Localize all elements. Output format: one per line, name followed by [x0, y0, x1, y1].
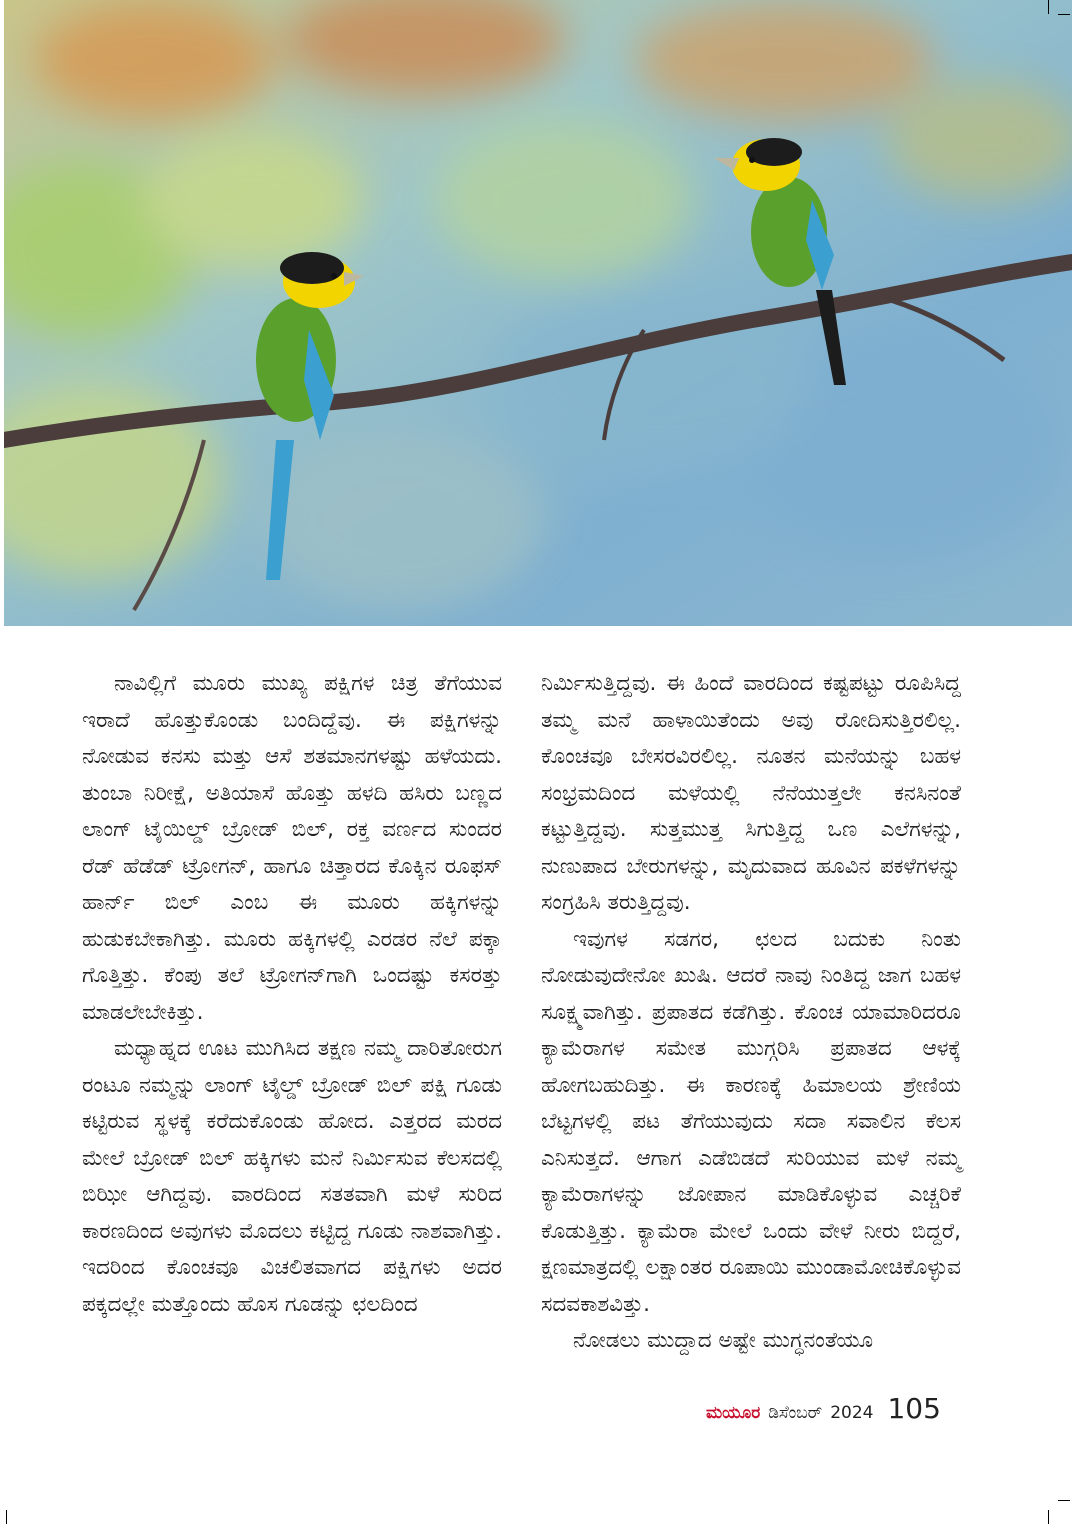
issue-year: 2024 — [830, 1403, 874, 1423]
hero-photo — [4, 0, 1072, 626]
paragraph: ನಾವಿಲ್ಲಿಗೆ ಮೂರು ಮುಖ್ಯ ಪಕ್ಷಿಗಳ ಚಿತ್ರ ತೆಗೆಯುವ ಇರಾದೆ ಹೊತ್ತುಕೊಂಡು ಬಂದಿದ್ದೆವು. ಈ ಪಕ್ಷಿಗಳನ್ನು ನೋಡುವ ಕನಸು ಮತ್ತು ಆಸೆ ಶತಮಾನಗಳಷ್ಟು ಹಳೆಯದು. ತುಂಬಾ ನಿರೀಕ್ಷೆ, ಅತಿಯಾಸೆ ಹೊತ್ತು ಹಳದಿ ಹಸಿರು ಬಣ್ಣದ ಲಾಂಗ್ ಟೈಯಿಲ್ಡ್ ಬ್ರೋಡ್ ಬಿಲ್, ರಕ್ತ ವರ್ಣದ ಸುಂದರ ರೆಡ್ ಹೆಡೆಡ್ ಟ್ರೋಗನ್, ಹಾಗೂ ಚಿತ್ತಾರದ ಕೊಕ್ಕಿನ ರೂಫಸ್ ಹಾರ್ನ್ ಬಿಲ್ ಎಂಬ ಈ ಮೂರು ಹಕ್ಕಿಗಳನ್ನು ಹುಡುಕಬೇಕಾಗಿತ್ತು. ಮೂರು ಹಕ್ಕಿಗಳಲ್ಲಿ ಎರಡರ ನೆಲೆ ಪಕ್ಕಾ ಗೊತ್ತಿತ್ತು. ಕೆಂಪು ತಲೆ ಟ್ರೋಗನ್‌ಗಾಗಿ ಒಂದಷ್ಟು ಕಸರತ್ತು ಮಾಡಲೇಬೇಕಿತ್ತು. — [82, 671, 502, 1025]
issue-month: ಡಿಸೆಂಬರ್ — [768, 1403, 823, 1423]
article-right-column — [541, 666, 961, 1360]
paragraph: ನೋಡಲು ಮುದ್ದಾದ ಅಷ್ಟೇ ಮುಗ್ಧನಂತೆಯೂ — [573, 1328, 874, 1353]
page-number: 105 — [887, 1392, 941, 1425]
paragraph: ಇವುಗಳ ಸಡಗರ, ಛಲದ ಬದುಕು ನಿಂತು ನೋಡುವುದೇನೋ ಖುಷಿ. ಆದರೆ ನಾವು ನಿಂತಿದ್ದ ಜಾಗ ಬಹಳ ಸೂಕ್ಷ್ಮವಾಗಿತ್ತು. ಪ್ರಪಾತದ ಕಡೆಗಿತ್ತು. ಕೊಂಚ ಯಾಮಾರಿದರೂ ಕ್ಯಾಮೆರಾಗಳ ಸಮೇತ ಮುಗ್ಗರಿಸಿ ಪ್ರಪಾತದ ಆಳಕ್ಕೆ ಹೋಗಬಹುದಿತ್ತು. ಈ ಕಾರಣಕ್ಕೆ ಹಿಮಾಲಯ ಶ್ರೇಣಿಯ ಬೆಟ್ಟಗಳಲ್ಲಿ ಪಟ ತೆಗೆಯುವುದು ಸದಾ ಸವಾಲಿನ ಕೆಲಸ ಎನಿಸುತ್ತದೆ. ಆಗಾಗ ಎಡೆಬಿಡದೆ ಸುರಿಯುವ ಮಳೆ ನಮ್ಮ ಕ್ಯಾಮೆರಾಗಳನ್ನು ಜೋಪಾನ ಮಾಡಿಕೊಳ್ಳುವ ಎಚ್ಚರಿಕೆ ಕೊಡುತ್ತಿತ್ತು. ಕ್ಯಾಮೆರಾ ಮೇಲೆ ಒಂದು ವೇಳೆ ನೀರು ಬಿದ್ದರೆ, ಕ್ಷಣಮಾತ್ರದಲ್ಲಿ ಲಕ್ಷಾಂತರ ರೂಪಾಯಿ ಮುಂಡಾಮೋಚಿಕೊಳ್ಳುವ ಸದವಕಾಶವಿತ್ತು. — [541, 926, 961, 1317]
crop-mark — [1048, 1510, 1049, 1524]
crop-mark — [1048, 0, 1049, 14]
crop-mark — [1058, 1500, 1070, 1501]
crop-mark — [1058, 14, 1070, 15]
article-left-column — [82, 666, 502, 1323]
paragraph: ಮಧ್ಯಾಹ್ನದ ಊಟ ಮುಗಿಸಿದ ತಕ್ಷಣ ನಮ್ಮ ದಾರಿತೋರುಗ ರಂಟೂ ನಮ್ಮನ್ನು ಲಾಂಗ್ ಟೈಲ್ಡ್ ಬ್ರೋಡ್ ಬಿಲ್ ಪಕ್ಷಿ ಗೂಡು ಕಟ್ಟಿರುವ ಸ್ಥಳಕ್ಕೆ ಕರೆದುಕೊಂಡು ಹೋದ. ಎತ್ತರದ ಮರದ ಮೇಲೆ ಬ್ರೋಡ್ ಬಿಲ್ ಹಕ್ಕಿಗಳು ಮನೆ ನಿರ್ಮಿಸುವ ಕೆಲಸದಲ್ಲಿ ಬಿಝೀ ಆಗಿದ್ದವು. ವಾರದಿಂದ ಸತತವಾಗಿ ಮಳೆ ಸುರಿದ ಕಾರಣದಿಂದ ಅವುಗಳು ಮೊದಲು ಕಟ್ಟಿದ್ದ ಗೂಡು ನಾಶವಾಗಿತ್ತು. ಇದರಿಂದ ಕೊಂಚವೂ ವಿಚಲಿತವಾಗದ ಪಕ್ಷಿಗಳು ಅದರ ಪಕ್ಕದಲ್ಲೇ ಮತ್ತೊಂದು ಹೊಸ ಗೂಡನ್ನು ಛಲದಿಂದ — [82, 1036, 502, 1317]
paragraph: ನಿರ್ಮಿಸುತ್ತಿದ್ದವು. ಈ ಹಿಂದೆ ವಾರದಿಂದ ಕಷ್ಟಪಟ್ಟು ರೂಪಿಸಿದ್ದ ತಮ್ಮ ಮನೆ ಹಾಳಾಯಿತೆಂದು ಅವು ರೋದಿಸುತ್ತಿರಲಿಲ್ಲ. ಕೊಂಚವೂ ಬೇಸರವಿರಲಿಲ್ಲ. ನೂತನ ಮನೆಯನ್ನು ಬಹಳ ಸಂಭ್ರಮದಿಂದ ಮಳೆಯಲ್ಲಿ ನೆನೆಯುತ್ತಲೇ ಕನಸಿನಂತೆ ಕಟ್ಟುತ್ತಿದ್ದವು. ಸುತ್ತಮುತ್ತ ಸಿಗುತ್ತಿದ್ದ ಒಣ ಎಲೆಗಳನ್ನು, ನುಣುಪಾದ ಬೇರುಗಳನ್ನು, ಮೃದುವಾದ ಹೂವಿನ ಪಕಳೆಗಳನ್ನು ಸಂಗ್ರಹಿಸಿ ತರುತ್ತಿದ್ದವು. — [541, 671, 961, 915]
page-footer — [706, 1392, 941, 1432]
magazine-logo: ಮಯೂರ — [706, 1403, 761, 1423]
crop-mark — [6, 1510, 7, 1524]
